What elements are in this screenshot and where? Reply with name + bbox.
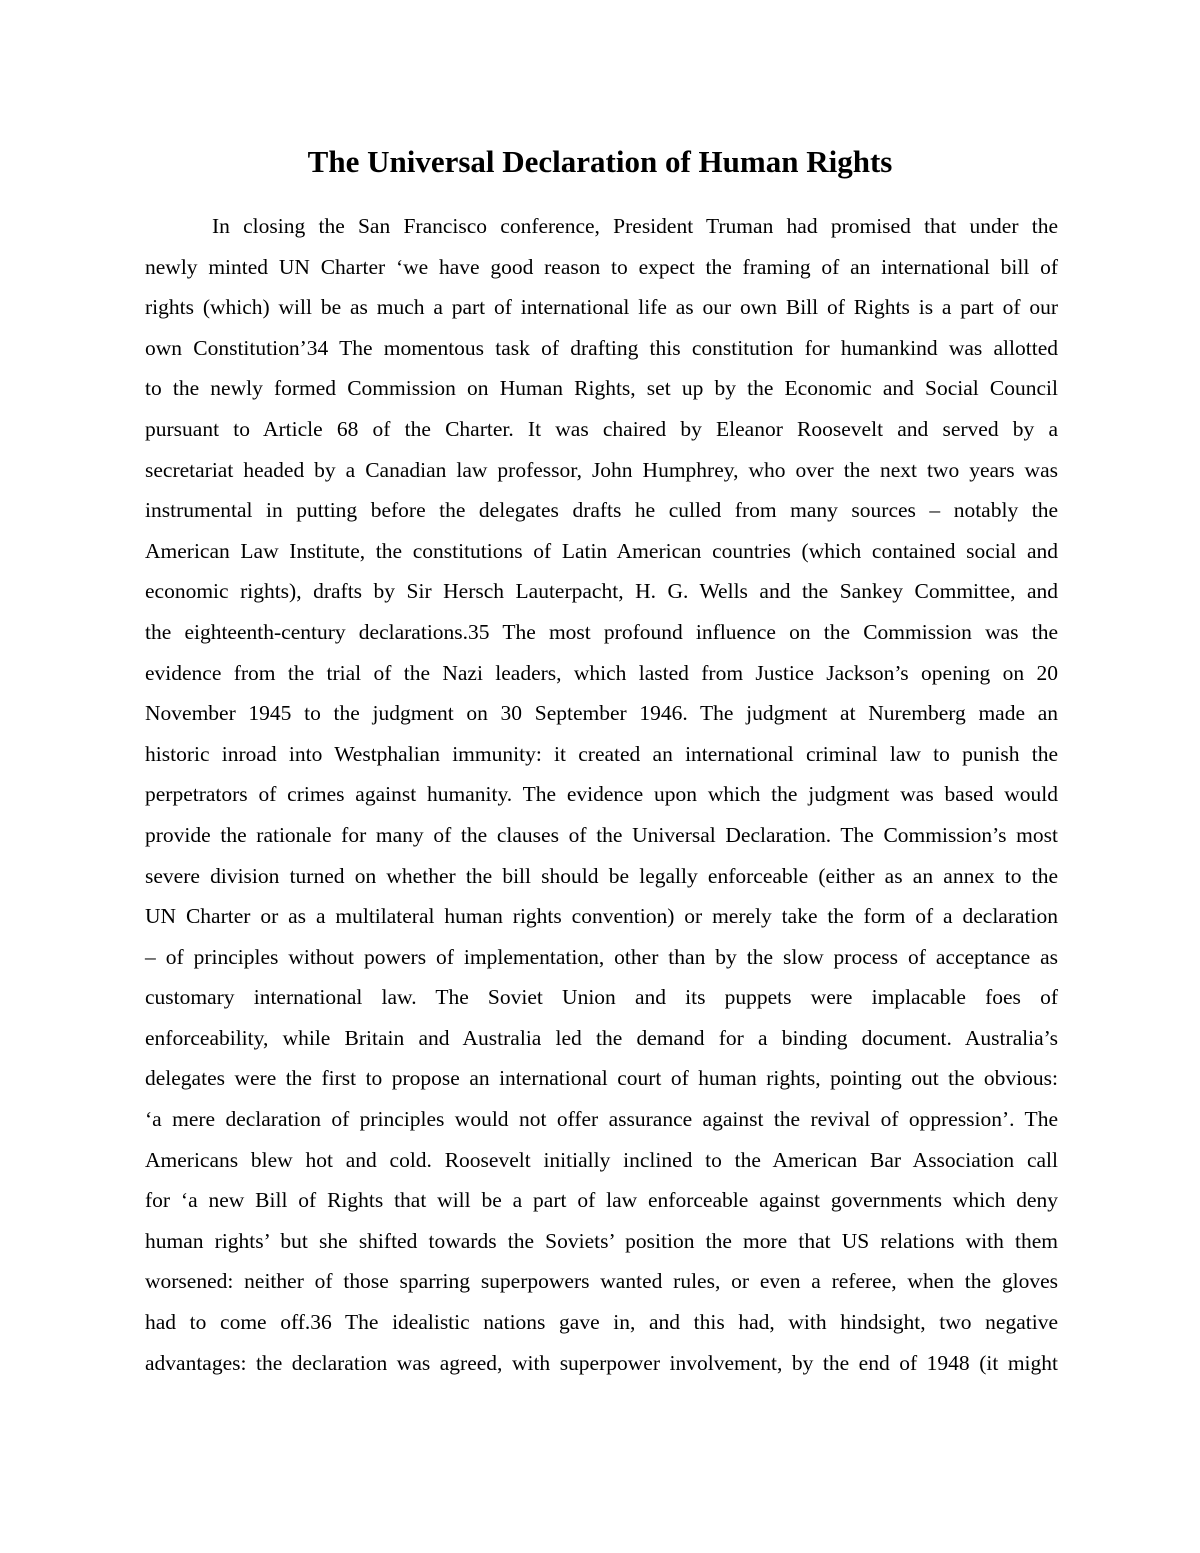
paragraph-line: the eighteenth-century declarations.35 The most profound influence on the Commission was the [145, 619, 1058, 644]
paragraph-line: pursuant to Article 68 of the Charter. It was chaired by Eleanor Roosevelt and served by a [145, 416, 1058, 441]
paragraph-line: economic rights), drafts by Sir Hersch Lauterpacht, H. G. Wells and the Sankey Committee, and [145, 579, 1058, 604]
body-paragraph [145, 206, 1058, 1383]
paragraph-line: Americans blew hot and cold. Roosevelt initially inclined to the American Bar Association call [145, 1147, 1058, 1172]
paragraph-line: severe division turned on whether the bill should be legally enforceable (either as an annex to the [145, 863, 1058, 888]
paragraph-line: customary international law. The Soviet Union and its puppets were implacable foes of [145, 985, 1058, 1010]
paragraph-line: human rights’ but she shifted towards the Soviets’ position the more that US relations with them [145, 1228, 1058, 1253]
paragraph-line: perpetrators of crimes against humanity. The evidence upon which the judgment was based would [145, 782, 1058, 807]
paragraph-line: worsened: neither of those sparring superpowers wanted rules, or even a referee, when the gloves [145, 1269, 1058, 1294]
paragraph-line: delegates were the first to propose an international court of human rights, pointing out the obvious: [145, 1066, 1058, 1091]
paragraph-line: UN Charter or as a multilateral human rights convention) or merely take the form of a declaration [145, 904, 1058, 929]
paragraph-line: American Law Institute, the constitutions of Latin American countries (which contained social and [145, 538, 1058, 563]
paragraph-line: to the newly formed Commission on Human Rights, set up by the Economic and Social Council [145, 376, 1058, 401]
paragraph-line: instrumental in putting before the delegates drafts he culled from many sources – notably the [145, 498, 1058, 523]
paragraph-line: – of principles without powers of implementation, other than by the slow process of acceptance as [145, 944, 1058, 969]
paragraph-line: In closing the San Francisco conference, President Truman had promised that under the [212, 214, 1058, 238]
paragraph-line: November 1945 to the judgment on 30 September 1946. The judgment at Nuremberg made an [145, 701, 1058, 726]
paragraph-line: provide the rationale for many of the clauses of the Universal Declaration. The Commission’s most [145, 822, 1058, 847]
paragraph-line: for ‘a new Bill of Rights that will be a part of law enforceable against governments which deny [145, 1188, 1058, 1213]
paragraph-line: newly minted UN Charter ‘we have good reason to expect the framing of an international bill of [145, 254, 1058, 279]
paragraph-line: evidence from the trial of the Nazi leaders, which lasted from Justice Jackson’s opening on 20 [145, 660, 1058, 685]
paragraph-line: advantages: the declaration was agreed, with superpower involvement, by the end of 1948 (it might [145, 1350, 1058, 1375]
paragraph-line: rights (which) will be as much a part of international life as our own Bill of Rights is a part of our [145, 295, 1058, 320]
paragraph-line: own Constitution’34 The momentous task of drafting this constitution for humankind was allotted [145, 335, 1058, 360]
paragraph-line: had to come off.36 The idealistic nations gave in, and this had, with hindsight, two negative [145, 1310, 1058, 1335]
paragraph-line: ‘a mere declaration of principles would not offer assurance against the revival of oppression’. The [145, 1107, 1058, 1132]
page-title: The Universal Declaration of Human Rights [307, 144, 893, 179]
paragraph-line: enforceability, while Britain and Australia led the demand for a binding document. Australia’s [145, 1025, 1058, 1050]
paragraph-line: historic inroad into Westphalian immunity: it created an international criminal law to punish the [145, 741, 1058, 766]
paragraph-line: secretariat headed by a Canadian law professor, John Humphrey, who over the next two years was [145, 457, 1058, 482]
